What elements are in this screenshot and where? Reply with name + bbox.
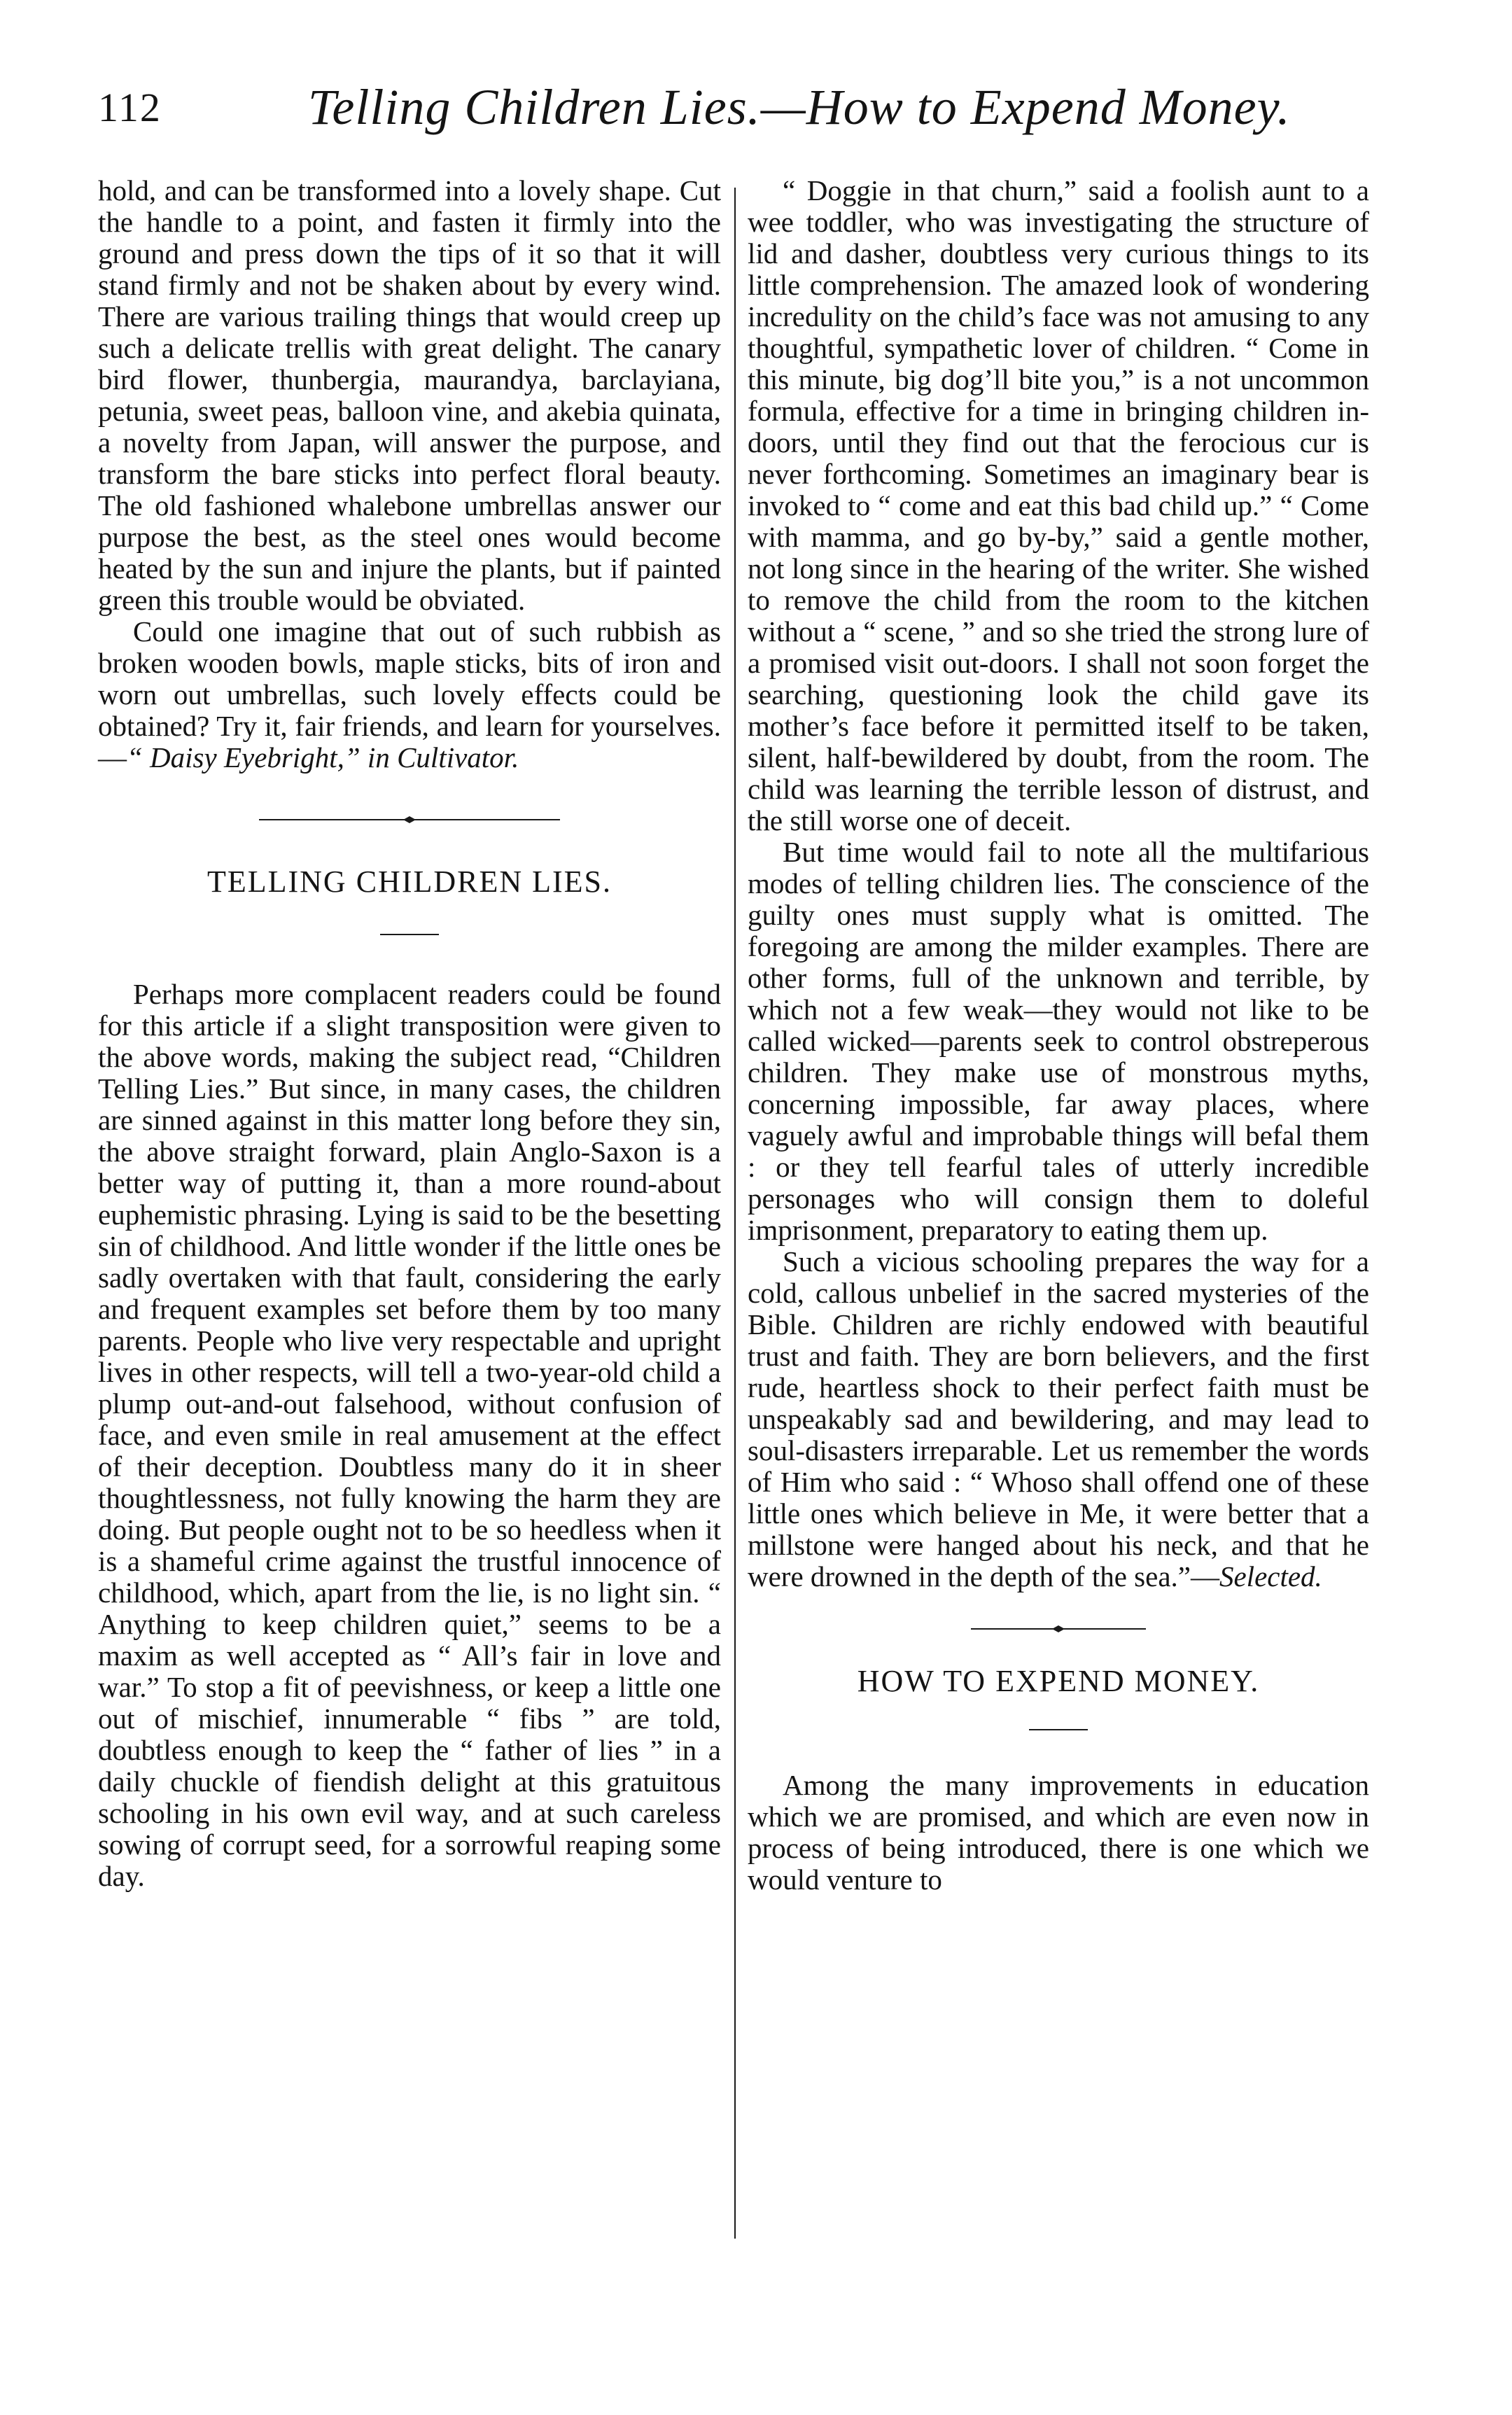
article-paragraph: Perhaps more complacent readers could be found for this article if a slight transposition were given to the above words, making the subject read, “Children Telling Lies.” But since, in many cases, the children are sinned against in this matter long before they sin, the above straight forward, plain Anglo-Saxon is a better way of putting it, than a more round-about euphemistic phrasing. Lying is said to be the besetting sin of childhood. And little wonder if the little ones be sadly overtaken with that fault, considering the early and frequent examples set before them by too many parents. People who live very respectable and upright lives in other respects, will tell a two-year-old child a plump out-and-out falsehood, without confusion of face, and even smile in real amusement at the effect of their deception. Doubtless many do it in sheer thoughtlessness, not fully knowing the harm they are doing. But people ought not to be so heedless when it is a shameful crime against the trustful innocence of childhood, which, apart from the lie, is no light sin. “ Anything to keep children quiet,” seems to be a maxim as well accepted as “ All’s fair in love and war.” To stop a fit of peevishness, or keep a little one out of mischief, innumerable “ fibs ” are told, doubtless enough to keep the “ father of lies ” in a daily chuckle of fiendish delight at this gratuitous schooling in his own evil way, and at such careless sowing of corrupt seed, for a sorrowful reaping some day. xyxy=(98,978,721,1892)
section-ornament xyxy=(971,1623,1146,1634)
right-column xyxy=(748,175,1369,1896)
article-paragraph: “ Doggie in that churn,” said a foolish aunt to a wee toddler, who was investigating the structure of lid and dasher, doubtless very curious things to its little comprehension. The amazed look of wondering incredulity on the child’s face was not amusing to any thoughtful, sympathetic lover of children. “ Come in this minute, big dog’ll bite you,” is a not uncommon formula, effective for a time in bringing children in-doors, until they find out that the ferocious cur is never forthcoming. Sometimes an imaginary bear is invoked to “ come and eat this bad child up.” “ Come with mamma, and go by-by,” said a gentle mother, not long since in the hearing of the writer. She wished to remove the child from the room to the kitchen without a “ scene, ” and so she tried the strong lure of a promised visit out-doors. I shall not soon forget the searching, questioning look the child gave its mother’s face before it permitted itself to be taken, silent, half-bewildered by doubt, from the room. The child was learning the terrible lesson of distrust, and the still worse one of deceit. xyxy=(748,174,1369,836)
article-paragraph-text: Such a vicious schooling prepares the way for a cold, callous unbelief in the sacred mysteries of the Bible. Children are richly endowed with beautiful trust and faith. They are born believers, and the first rude, heartless shock to their perfect faith must be unspeakably sad and bewildering, and may lead to soul-disasters irreparable. Let us remember the words of Him who said : “ Whoso shall offend one of these little ones which believe in Me, it were better that a millstone were hanged about his neck, and that he were drowned in the depth of the sea.”— xyxy=(748,1245,1369,1592)
left-column xyxy=(98,175,721,1892)
page-number: 112 xyxy=(98,85,162,130)
section-ornament xyxy=(259,814,560,825)
continued-paragraph: hold, and can be transformed into a lovely shape. Cut the handle to a point, and fasten it firmly into the ground and press down the tips of it so that it will stand firmly and not be shaken about by every wind. There are various trailing things that would creep up such a delicate trellis with great delight. The canary bird flower, thunbergia, maurandya, barclayiana, petunia, sweet peas, balloon vine, and akebia quinata, a novelty from Japan, will answer the purpose, and transform the bare sticks into perfect floral beauty. The old fashioned whalebone umbrellas answer our purpose the best, as the steel ones would become heated by the sun and injure the plants, but if painted green this trouble would be obviated. xyxy=(98,174,721,616)
article-heading-telling-children-lies: TELLING CHILDREN LIES. xyxy=(206,864,612,899)
running-title: Telling Children Lies.—How to Expend Money. xyxy=(308,79,1291,135)
article-paragraph: But time would fail to note all the multifarious modes of telling children lies. The conscience of the guilty ones must supply what is omitted. The foregoing are among the milder examples. There are other forms, full of the unknown and terrible, by which not a few weak—they would not like to be called wicked—parents seek to control obstreperous children. They make use of monstrous myths, concerning impossible, far away places, where vaguely awful and improbable things will befal them : or they tell fearful tales of utterly incredible personages who will consign them to doleful imprisonment, preparatory to eating them up. xyxy=(748,836,1369,1246)
article-heading-how-to-expend-money: HOW TO EXPEND MONEY. xyxy=(857,1664,1260,1698)
source-attribution: Selected. xyxy=(1219,1560,1322,1592)
article-paragraph: Among the many improvements in education which we are promised, and which are even now in process of being introduced, there is one which we would venture to xyxy=(748,1769,1369,1896)
closing-paragraph-text: Could one imagine that out of such rubbish as broken wooden bowls, maple sticks, bits of iron and worn out umbrellas, such lovely effects could be obtained? Try it, fair friends, and learn for yourselves.— xyxy=(98,615,721,774)
closing-signature: “ Daisy Eyebright,” in Cultivator. xyxy=(127,741,519,774)
column-divider xyxy=(734,188,736,2239)
article-paragraph xyxy=(748,1246,1369,1592)
closing-paragraph xyxy=(98,616,721,774)
